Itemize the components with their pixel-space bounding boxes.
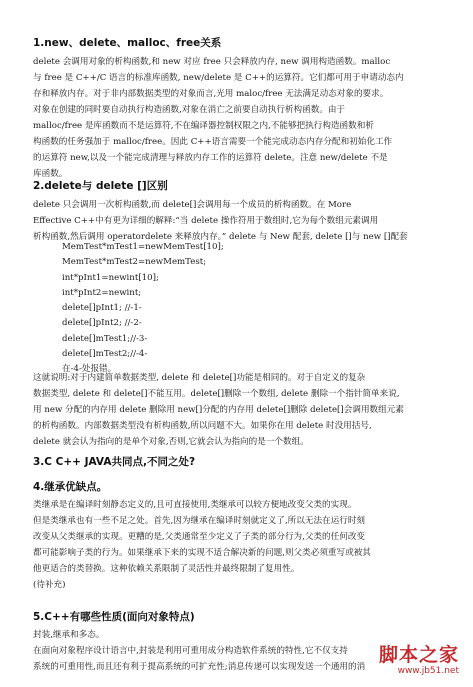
text-line: 用 new 分配的内存用 delete 删除用 new[]分配的内存用 delete[]删除 delete[]会调用数组元素 bbox=[33, 405, 404, 415]
code-line: MemTest*mTest2=newMemTest; bbox=[62, 257, 207, 268]
section-heading-5: 5.C++有哪些性质(面向对象特点) bbox=[33, 611, 195, 623]
section-1-body bbox=[33, 54, 443, 182]
text-line: 的运算符 new,以及一个能完成清理与释放内存工作的运算符 delete。注意 new/delete 不是 bbox=[33, 153, 388, 163]
text-line: malloc/free 是库函数而不是运算符,不在编译器控制权限之内,不能够把执行构造函数和析 bbox=[33, 121, 374, 131]
code-line: delete[]mTest1;//-3- bbox=[62, 333, 148, 344]
section-heading-3: 3.C C++ JAVA共同点,不同之处? bbox=[33, 456, 196, 468]
text-line: Effective C++中有更为详细的解释:“当 delete 操作符用于数组时,它为每个数组元素调用 bbox=[33, 216, 379, 226]
text-line: 类继承是在编译时刻静态定义的,且可直接使用,类继承可以较方便地改变父类的实现。 bbox=[33, 500, 357, 510]
watermark-brand: 脚本之家 bbox=[378, 644, 459, 666]
text-line: 这就说明:对于内建简单数据类型, delete 和 delete[]功能是相同的。对于自定义的复杂 bbox=[33, 373, 366, 383]
section-heading-1: 1.new、delete、malloc、free关系 bbox=[33, 37, 222, 49]
text-line: 在面向对象程序设计语言中,封装是利用可重用成分构造软件系统的特性,它不仅支持 bbox=[33, 646, 348, 656]
code-line: MemTest*mTest1=newMemTest[10]; bbox=[62, 242, 224, 252]
code-line: delete[]pInt2; //-2- bbox=[62, 318, 142, 329]
text-line: 存和释放内存。对于非内部数据类型的对象而言,光用 maloc/free 无法满足动态对象的要求。 bbox=[33, 89, 389, 99]
code-line: int*pInt2=newint; bbox=[62, 287, 142, 298]
watermark-url: www.jb51.net bbox=[397, 666, 459, 676]
text-line: 数据类型, delete 和 delete[]不能互用。delete[]删除一个数组, delete 删除一个指针简单来说, bbox=[33, 389, 400, 399]
code-line: 在-4-处报错。 bbox=[62, 364, 117, 375]
text-line: 都可能影响子类的行为。如果继承下来的实现不适合解决新的问题,则父类必须重写或被其 bbox=[33, 548, 371, 558]
site-watermark bbox=[379, 644, 459, 677]
section-2-body bbox=[33, 197, 443, 245]
text-line: 析构函数,然后调用 operatordelete 来释放内存。” delete 与 New 配套, delete []与 new []配套 bbox=[33, 232, 408, 242]
section-heading-2: 2.delete与 delete []区别 bbox=[33, 180, 168, 192]
text-line: 与 free 是 C++/C 语言的标准库函数, new/delete 是 C++的运算符。它们都可用于申请动态内 bbox=[33, 73, 404, 83]
text-line: 封装,继承和多态。 bbox=[33, 630, 105, 640]
text-line: (待补充) bbox=[33, 580, 66, 590]
text-line: delete 只会调用一次析构函数,而 delete[]会调用每一个成员的析构函数。在 More bbox=[33, 200, 352, 210]
text-line: 系统的可重用性,而且还有利于提高系统的可扩充性;消息传递可以实现发送一个通用的消 bbox=[33, 662, 366, 672]
code-line: delete[]mTest2;//-4- bbox=[62, 349, 148, 360]
text-line: 构函数的任务强加于 malloc/free。因此 C++语言需要一个能完成动态内存分配和初始化工作 bbox=[33, 137, 393, 147]
text-line: 改变从父类继承的实现。更糟的是,父类通常至少定义了子类的部分行为,父类的任何改变 bbox=[33, 532, 366, 542]
code-line: delete[]pInt1; //-1- bbox=[62, 303, 142, 314]
text-line: 他更适合的类替换。这种依赖关系限制了灵活性并最终限制了复用性。 bbox=[33, 564, 300, 574]
section-4-body bbox=[33, 497, 443, 593]
section-heading-4: 4.继承优缺点。 bbox=[33, 481, 108, 493]
text-line: delete 就会认为指向的是单个对象,否则,它就会认为指向的是一个数组。 bbox=[33, 437, 309, 447]
code-line: int*pInt1=newint[10]; bbox=[62, 272, 159, 283]
section-2-explanation bbox=[33, 370, 443, 450]
text-line: 库函数。 bbox=[33, 169, 68, 179]
text-line: 对象在创建的同时要自动执行构造函数,对象在消亡之前要自动执行析构函数。由于 bbox=[33, 105, 346, 115]
text-line: 的析构函数。内部数据类型没有析构函数,所以问题不大。如果你在用 delete 时没用括号, bbox=[33, 421, 372, 431]
text-line: delete 会调用对象的析构函数,和 new 对应 free 只会释放内存, new 调用构造函数。malloc bbox=[33, 57, 391, 67]
text-line: 但是类继承也有一些不足之处。首先,因为继承在编译时刻就定义了,所以无法在运行时刻 bbox=[33, 516, 366, 526]
code-block bbox=[62, 240, 224, 378]
